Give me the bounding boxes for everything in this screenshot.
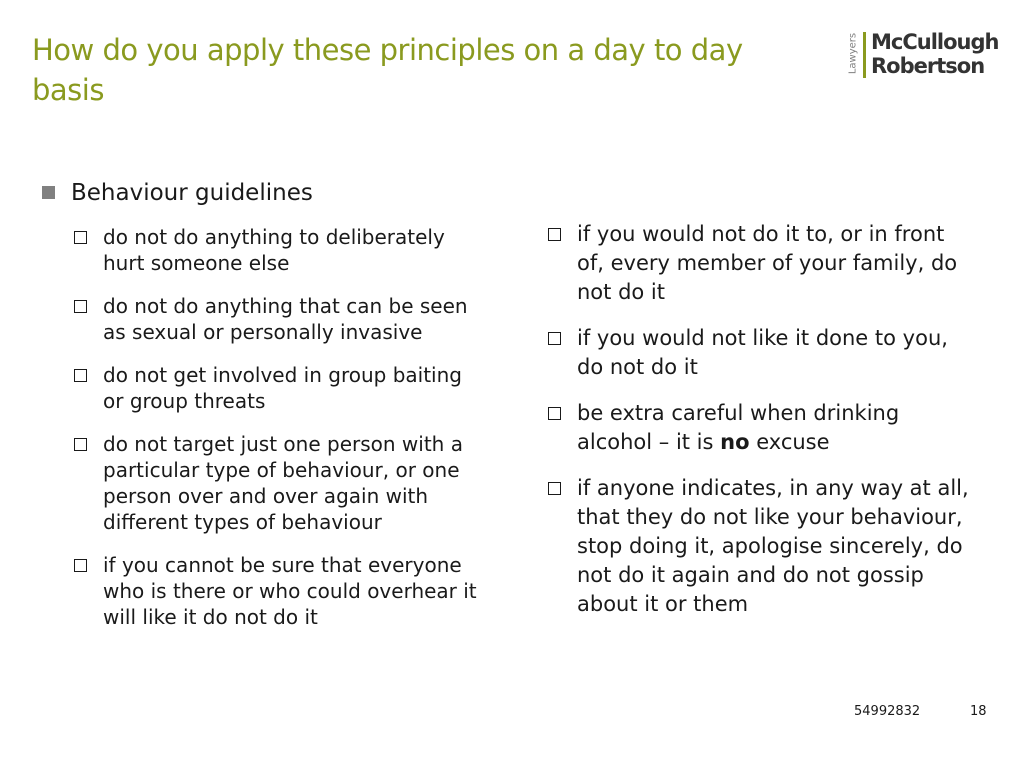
list-item (72, 362, 482, 414)
list-item (72, 224, 482, 276)
checkbox-bullet-icon (74, 300, 87, 313)
list-item (546, 324, 976, 382)
left-guideline-list (72, 224, 482, 647)
logo-side-label: Lawyers (847, 32, 859, 75)
logo-wordmark (871, 30, 998, 78)
list-item-text: if you would not like it done to you, do not do it (577, 326, 948, 379)
logo-line-2: Robertson (871, 54, 985, 78)
checkbox-bullet-icon (74, 559, 87, 572)
list-item-text: do not do anything to deliberately hurt someone else (103, 225, 445, 275)
list-item-text: do not do anything that can be seen as sexual or personally invasive (103, 294, 468, 344)
document-id: 54992832 (854, 704, 921, 719)
list-item-text: if you would not do it to, or in front of, every member of your family, do not do it (577, 222, 958, 304)
list-item-text: if anyone indicates, in any way at all, that they do not like your behaviour, stop doing it, apologise sincerely, do not do it again and do not gossip about it or them (577, 476, 969, 616)
alcohol-text-end: excuse (749, 430, 830, 454)
checkbox-bullet-icon (548, 332, 561, 345)
emphasis-no: no (720, 430, 750, 454)
list-item (546, 474, 976, 619)
slide-title: How do you apply these principles on a day to day basis (32, 33, 743, 107)
checkbox-bullet-icon (74, 369, 87, 382)
alcohol-text-start: be extra careful when drinking alcohol – it is (577, 401, 900, 454)
list-item-text: do not get involved in group baiting or group threats (103, 363, 462, 413)
checkbox-bullet-icon (548, 228, 561, 241)
checkbox-bullet-icon (548, 482, 561, 495)
right-guideline-list (546, 220, 976, 636)
list-item (72, 552, 482, 630)
checkbox-bullet-icon (74, 231, 87, 244)
list-item-text (577, 401, 899, 454)
checkbox-bullet-icon (548, 407, 561, 420)
logo-divider (863, 32, 866, 78)
list-item (72, 431, 482, 535)
checkbox-bullet-icon (74, 438, 87, 451)
logo-line-1: McCullough (871, 30, 999, 54)
section-heading: Behaviour guidelines (71, 180, 313, 206)
list-item-text: do not target just one person with a particular type of behaviour, or one person over and over again with different types of behaviour (103, 432, 463, 534)
list-item (546, 399, 976, 457)
list-item (546, 220, 976, 307)
page-number: 18 (970, 704, 987, 719)
list-item-text: if you cannot be sure that everyone who is there or who could overhear it will like it do not do it (103, 553, 477, 629)
square-bullet-icon (42, 186, 55, 199)
list-item (72, 293, 482, 345)
